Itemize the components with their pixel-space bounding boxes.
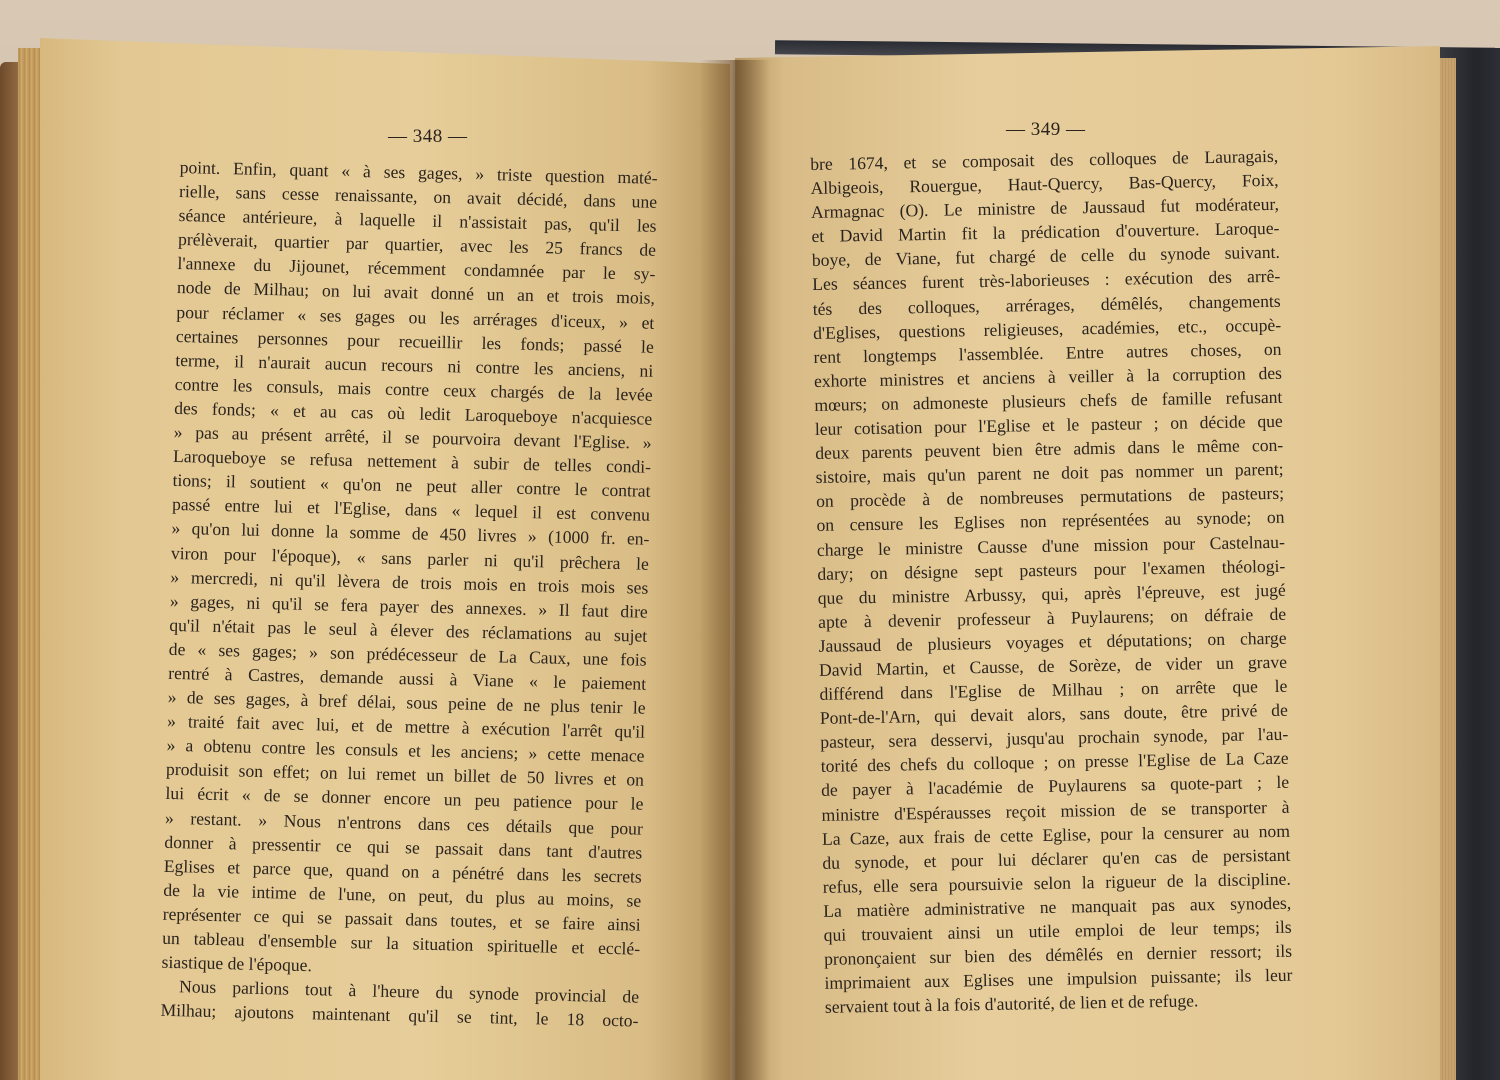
text-line: sistoire, mais qu'un parent ne doit pas nommer un parent;	[815, 459, 1284, 488]
text-line: » gages, ni qu'il se fera payer des annexes. » Il faut dire	[169, 590, 648, 622]
text-line: » de ses gages, à bref délai, sous peine de ne plus tenir le	[167, 686, 646, 718]
text-line: séance antérieure, à laquelle il n'assistait pas, qu'il les	[178, 205, 657, 237]
text-line: refus, elle sera poursuivie selon la rigueur de la discipline.	[822, 868, 1291, 897]
text-line: servaient tout à la fois d'autorité, de lien et de refuge.	[824, 990, 1199, 1018]
text-line: Albigeois, Rouergue, Haut-Quercy, Bas-Quercy, Foix,	[810, 169, 1279, 199]
text-line: lui écrit « de se donner encore un peu patience pour le	[165, 783, 644, 815]
text-line: Armagnac (O). Le ministre de Jaussaud fut modérateur,	[810, 194, 1280, 223]
text-line: » restant. » Nous n'entrons dans ces détails que pour	[164, 807, 644, 839]
text-line: de la vie intime de l'une, on peut, du plus au moins, se	[163, 879, 642, 911]
text-line: David Martin, et Causse, de Sorèze, de vider un grave	[818, 651, 1288, 680]
text-line: deux parents peuvent bien être admis dans le même con-	[815, 434, 1284, 464]
text-line: certaines personnes pour recueillir les fonds; passé le	[175, 325, 655, 357]
text-line: Nous parlions tout à l'heure du synode provincial de	[178, 976, 640, 1007]
text-line: représenter ce qui se passait dans toutes, et se faire ainsi	[162, 903, 641, 935]
text-line: pasteur, sera desservi, jusqu'au prochain synode, par l'au-	[820, 723, 1289, 753]
text-line: » a obtenu contre les consuls et les anciens; » cette menace	[166, 735, 645, 766]
text-line: Jaussaud de plusieurs voyages et députations; on charge	[818, 627, 1287, 656]
text-line: siastique de l'époque.	[161, 951, 313, 976]
text-line: on procède à de nombreuses permutations de pasteurs;	[815, 483, 1285, 512]
text-line: Les séances furent très-laborieuses : exécution des arrê-	[812, 266, 1281, 295]
text-line: de payer à l'académie de Puylaurens sa quote-part ; le	[820, 772, 1290, 801]
text-line: qui trouvaient ainsi un utile emploi de leur temps; ils	[823, 916, 1292, 945]
text-line: Pont-de-l'Arn, qui devait alors, sans doute, être privé de	[819, 699, 1288, 729]
text-line: prélèverait, quartier par quartier, avec les 25 francs de	[177, 229, 657, 261]
left-page-number: — 348 —	[388, 126, 468, 147]
text-line: contre les consuls, mais contre ceux chargés de la levée	[174, 373, 653, 405]
text-line: produisit son effet; on lui remet un billet de 50 livres et on	[165, 759, 645, 791]
text-line: passé entre lui et l'Eglise, dans « lequel il est convenu	[171, 494, 651, 526]
text-line: torité des chefs du colloque ; on presse l'Eglise de La Caze	[820, 748, 1289, 777]
text-line: La Caze, aux frais de cette Eglise, pour la censurer au nom	[821, 820, 1291, 849]
text-line: tés des colloques, arrérages, démêlés, changements	[812, 290, 1281, 319]
right-page-number: — 349 —	[1006, 119, 1086, 140]
text-line: node de Milhau; on lui avait donné un an et trois mois,	[176, 277, 656, 309]
text-line: » traité fait avec lui, et de mettre à exécution l'arrêt qu'il	[166, 711, 646, 742]
text-line: des fonds; « et au cas où ledit Laroqueboye n'acquiesce	[174, 397, 653, 429]
text-line: on censure les Eglises non représentées au synode; on	[816, 507, 1285, 536]
text-line: imprimaient aux Eglises une impulsion puissante; ils leur	[824, 964, 1293, 994]
text-line: donner à pressentir ce qui se passait dans tant d'autres	[164, 831, 643, 863]
text-line: rentré à Castres, demande aussi à Viane « le paiement	[168, 662, 647, 694]
text-line: dary; on désigne sept pasteurs pour l'examen théologi-	[817, 555, 1286, 584]
text-line: Eglises et parce que, quand on a pénétré dans les secrets	[163, 855, 642, 887]
text-line: leur cotisation pour l'Eglise et le pasteur ; on décide que	[814, 410, 1283, 439]
left-page-text	[160, 155, 658, 1033]
text-line: point. Enfin, quant « à ses gages, » triste question maté-	[179, 156, 658, 188]
text-line: » mercredi, ni qu'il lèvera de trois mois en trois mois ses	[170, 566, 649, 598]
text-line: du synode, et pour lui déclarer qu'en cas de persistant	[822, 844, 1291, 873]
text-line: qu'il n'était pas le seul à élever des réclamations au sujet	[169, 614, 648, 646]
text-line: prononçaient sur bien des démêlés en dernier ressort; ils	[823, 940, 1293, 969]
text-line: d'Eglises, questions religieuses, académies, etc., occupè-	[812, 314, 1282, 343]
text-line: rielle, sans cesse renaissante, on avait décidé, dans une	[178, 181, 658, 212]
text-line: terme, il n'aurait aucun recours ni contre les anciens, ni	[175, 349, 654, 381]
text-line: charge le ministre Causse d'une mission pour Castelnau-	[816, 531, 1286, 560]
text-line: l'annexe du Jijounet, récemment condamnée par le sy-	[177, 253, 656, 285]
text-line: apte à devenir professeur à Puylaurens; on défraie de	[818, 603, 1287, 632]
text-line: » pas au présent arrêté, il se pourvoira devant l'Eglise. »	[173, 421, 652, 453]
text-line: différend dans l'Eglise de Milhau ; on arrête que le	[819, 675, 1288, 704]
text-line: viron pour l'époque), « sans parler ni qu'il prêchera le	[170, 542, 650, 574]
text-line: tions; il soutient « qu'on ne peut aller contre le contrat	[172, 470, 651, 501]
text-line: Milhau; ajoutons maintenant qu'il se tint, le 18 octo-	[160, 1000, 639, 1031]
text-line: La matière administrative ne manquait pas aux synodes,	[823, 892, 1292, 921]
text-line: mœurs; on admoneste plusieurs chefs de famille refusant	[814, 386, 1283, 415]
text-line: de « ses gages; » son prédécesseur de La Caux, une fois	[168, 638, 647, 670]
book-gutter	[700, 60, 770, 1080]
text-line: » qu'on lui donne la somme de 450 livres » (1000 fr. en-	[171, 518, 650, 550]
right-page-text	[810, 144, 1293, 1019]
text-line: que du ministre Arbussy, qui, après l'épreuve, est jugé	[817, 579, 1286, 608]
text-line: un tableau d'ensemble sur la situation spirituelle et ecclé-	[162, 927, 641, 959]
text-line: bre 1674, et se composait des colloques de Lauragais,	[810, 145, 1279, 174]
text-line: rent longtemps l'assemblée. Entre autres choses, on	[813, 338, 1282, 367]
text-line: et David Martin fit la prédication d'ouverture. Laroque-	[811, 218, 1280, 247]
text-line: ministre d'Espérausses reçoit mission de se transporter à	[821, 796, 1290, 825]
text-line: pour réclamer « ses gages ou les arrérages d'iceux, » et	[176, 301, 655, 333]
text-line: exhorte ministres et anciens à veiller à la corruption des	[813, 362, 1283, 391]
text-line: boye, de Viane, fut chargé de celle du synode suivant.	[811, 242, 1280, 271]
text-line: Laroqueboye se refusa nettement à subir de telles condi-	[172, 446, 652, 477]
